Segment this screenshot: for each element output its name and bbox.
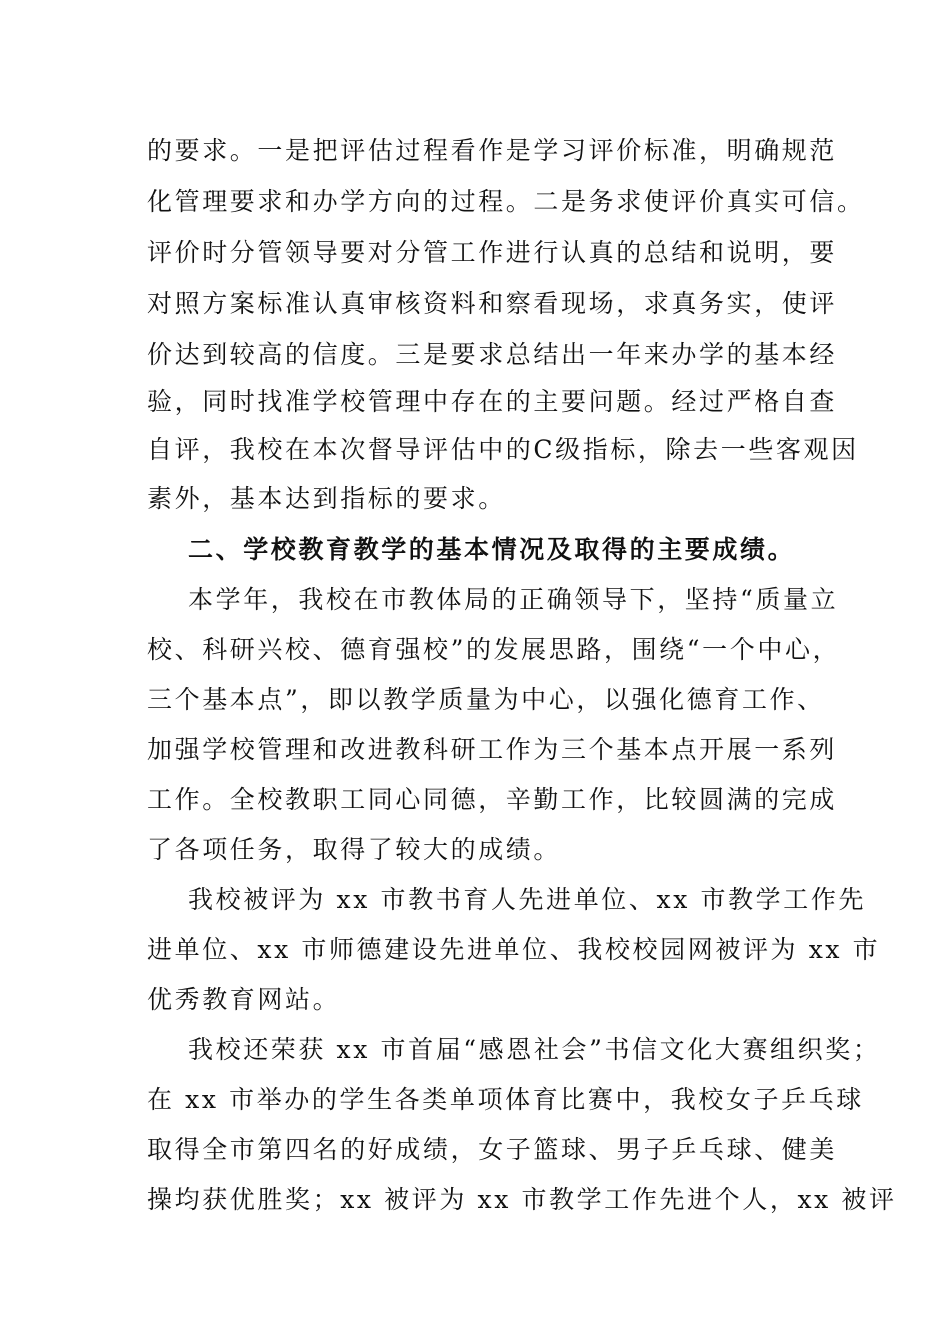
section-heading: 二、学校教育教学的基本情况及取得的主要成绩。: [188, 535, 796, 564]
text-line: 自评，我校在本次督导评估中的C级指标，除去一些客观因: [147, 435, 859, 464]
text-line: 工作。全校教职工同心同德，辛勤工作，比较圆满的完成: [147, 785, 838, 814]
text-line: 进单位、xx 市师德建设先进单位、我校校园网被评为 xx 市: [147, 935, 881, 964]
text-line: 加强学校管理和改进教科研工作为三个基本点开展一系列: [147, 735, 838, 764]
text-line: 优秀教育网站。: [147, 985, 341, 1014]
text-line: 三个基本点”，即以教学质量为中心，以强化德育工作、: [147, 685, 825, 714]
text-line: 素外，基本达到指标的要求。: [147, 484, 506, 513]
text-line: 化管理要求和办学方向的过程。二是务求使评价真实可信。: [147, 187, 865, 216]
text-line: 评价时分管领导要对分管工作进行认真的总结和说明，要: [147, 238, 838, 267]
text-line: 验，同时找准学校管理中存在的主要问题。经过严格自查: [147, 387, 838, 416]
text-line: 我校还荣获 xx 市首届“感恩社会”书信文化大赛组织奖；: [188, 1035, 881, 1064]
text-line: 价达到较高的信度。三是要求总结出一年来办学的基本经: [147, 340, 838, 369]
text-line: 的要求。一是把评估过程看作是学习评价标准，明确规范: [147, 136, 838, 165]
text-line: 在 xx 市举办的学生各类单项体育比赛中，我校女子乒乓球: [147, 1085, 864, 1114]
text-line: 对照方案标准认真审核资料和察看现场，求真务实，使评: [147, 289, 838, 318]
text-line: 操均获优胜奖；xx 被评为 xx 市教学工作先进个人，xx 被评: [147, 1185, 897, 1214]
text-line: 我校被评为 xx 市教书育人先进单位、xx 市教学工作先: [188, 885, 867, 914]
text-line: 取得全市第四名的好成绩，女子篮球、男子乒乓球、健美: [147, 1135, 838, 1164]
text-line: 本学年，我校在市教体局的正确领导下，坚持“质量立: [188, 585, 839, 614]
text-line: 了各项任务，取得了较大的成绩。: [147, 835, 562, 864]
text-line: 校、科研兴校、德育强校”的发展思路，围绕“一个中心，: [147, 635, 841, 664]
